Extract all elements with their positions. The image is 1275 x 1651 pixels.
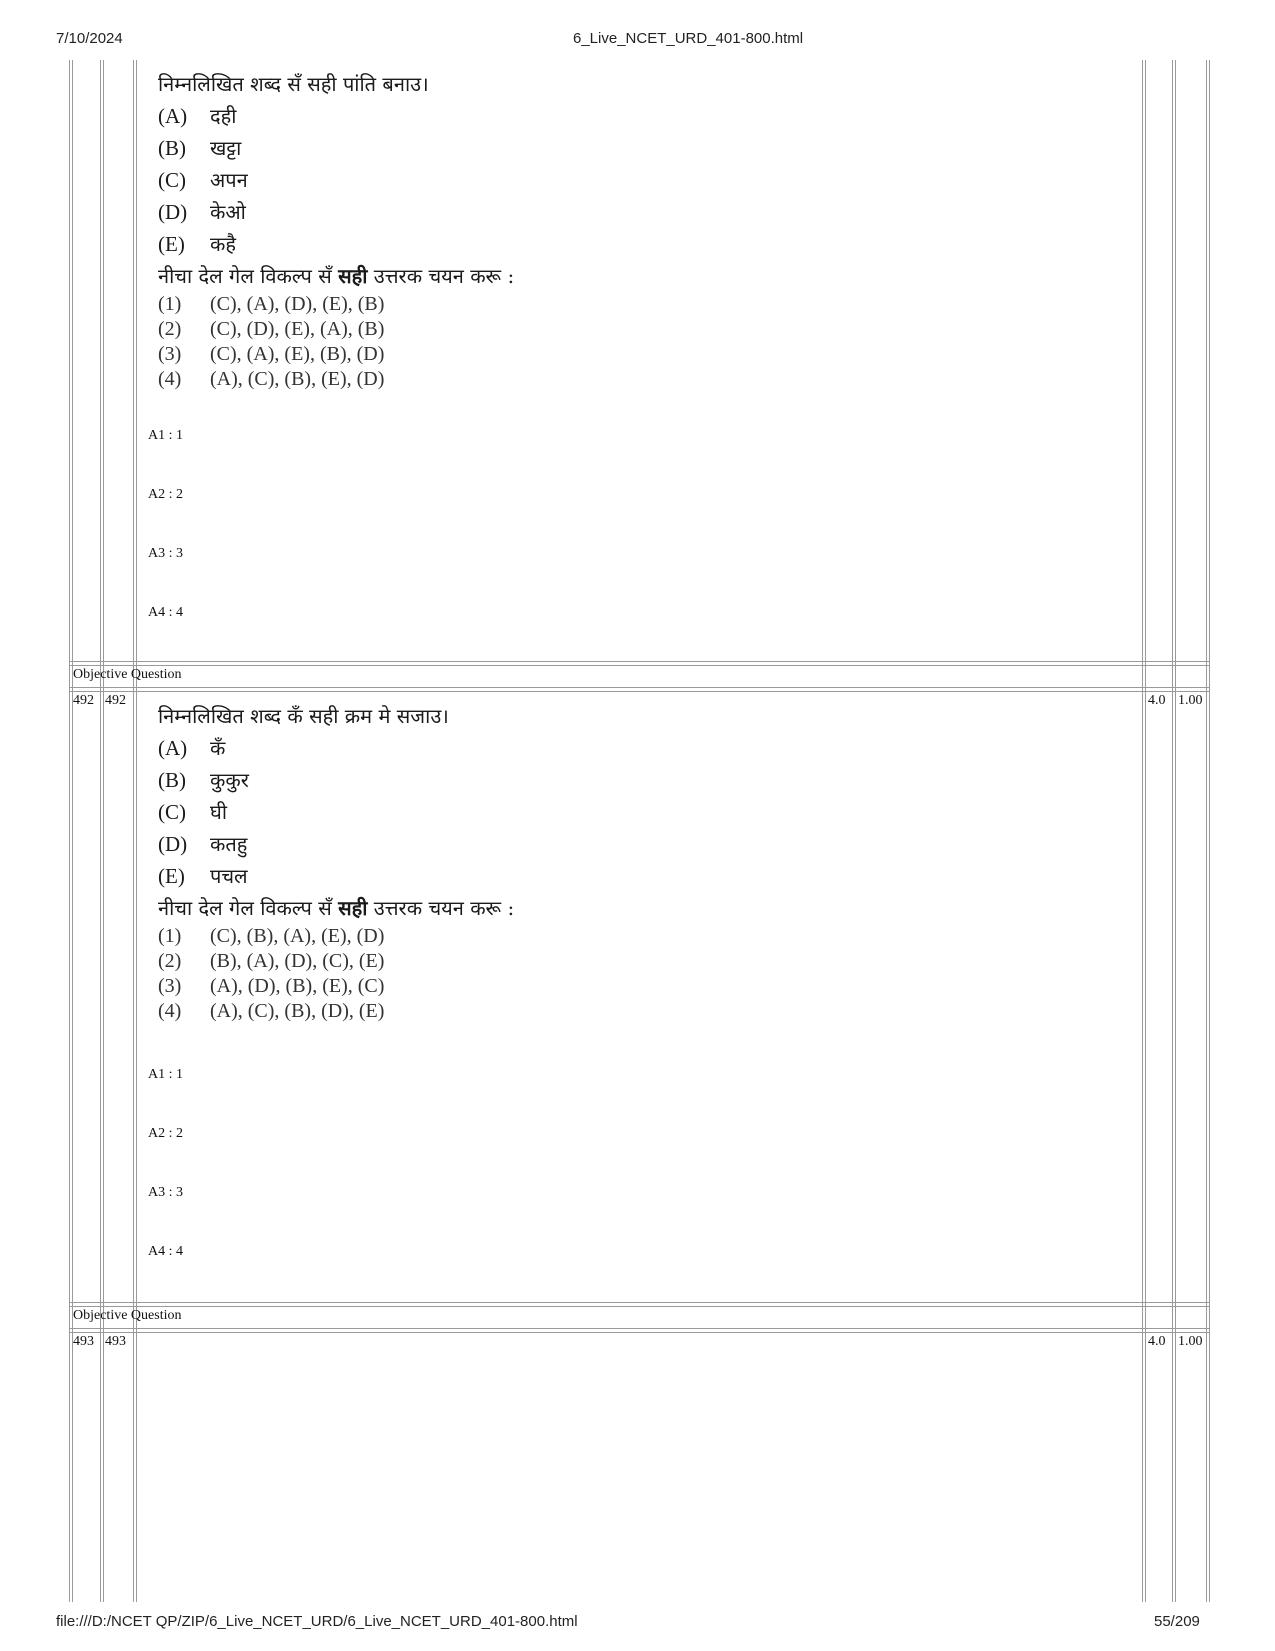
question-id: 493 <box>105 1334 126 1349</box>
list-item: (D) कतहु <box>158 832 248 856</box>
answer-key-item: A1 : 1 <box>148 1067 183 1082</box>
list-item: (C) अपन <box>158 168 248 192</box>
negative-marks: 1.00 <box>1178 693 1203 708</box>
question-title: निम्नलिखित शब्द कँ सही क्रम मे सजाउ। <box>158 704 449 728</box>
answer-key-492 <box>148 1066 183 1302</box>
list-item: (A) दही <box>158 104 237 128</box>
serial-number: 493 <box>73 1334 94 1349</box>
answer-option: (2) (B), (A), (D), (C), (E) <box>158 950 385 972</box>
list-item: (D) केओ <box>158 200 246 224</box>
answer-key-item: A1 : 1 <box>148 428 183 443</box>
question-content-491 <box>158 68 514 392</box>
list-item: (C) घी <box>158 800 227 824</box>
answer-option: (4) (A), (C), (B), (E), (D) <box>158 368 385 390</box>
list-item: (B) खट्टा <box>158 136 242 160</box>
serial-number: 492 <box>73 693 94 708</box>
negative-marks: 1.00 <box>1178 1334 1203 1349</box>
print-date: 7/10/2024 <box>56 30 123 47</box>
question-title: निम्नलिखित शब्द सँ सही पांति बनाउ। <box>158 72 429 96</box>
list-item: (E) पचल <box>158 864 248 888</box>
question-instruction: नीचा देल गेल विकल्प सँ सही उत्तरक चयन करू : <box>158 896 515 920</box>
answer-key-item: A3 : 3 <box>148 1185 183 1200</box>
section-label: Objective Question <box>73 667 182 682</box>
page-number: 55/209 <box>1154 1613 1200 1630</box>
answer-key-491 <box>148 427 183 663</box>
answer-key-item: A2 : 2 <box>148 487 183 502</box>
answer-key-item: A4 : 4 <box>148 605 183 620</box>
marks: 4.0 <box>1148 693 1166 708</box>
question-content-492 <box>158 700 514 1024</box>
answer-option: (4) (A), (C), (B), (D), (E) <box>158 1000 385 1022</box>
file-path: file:///D:/NCET QP/ZIP/6_Live_NCET_URD/6_Live_NCET_URD_401-800.html <box>56 1613 578 1630</box>
marks: 4.0 <box>1148 1334 1166 1349</box>
answer-key-item: A2 : 2 <box>148 1126 183 1141</box>
question-instruction: नीचा देल गेल विकल्प सँ सही उत्तरक चयन करू : <box>158 264 515 288</box>
answer-option: (1) (C), (A), (D), (E), (B) <box>158 293 385 315</box>
answer-option: (3) (C), (A), (E), (B), (D) <box>158 343 385 365</box>
answer-option: (3) (A), (D), (B), (E), (C) <box>158 975 385 997</box>
list-item: (E) कहै <box>158 232 236 256</box>
document-title: 6_Live_NCET_URD_401-800.html <box>573 30 804 47</box>
list-item: (B) कुकुर <box>158 768 249 792</box>
answer-option: (1) (C), (B), (A), (E), (D) <box>158 925 385 947</box>
answer-key-item: A3 : 3 <box>148 546 183 561</box>
answer-option: (2) (C), (D), (E), (A), (B) <box>158 318 385 340</box>
section-label: Objective Question <box>73 1308 182 1323</box>
list-item: (A) कँ <box>158 736 226 760</box>
answer-key-item: A4 : 4 <box>148 1244 183 1259</box>
question-id: 492 <box>105 693 126 708</box>
